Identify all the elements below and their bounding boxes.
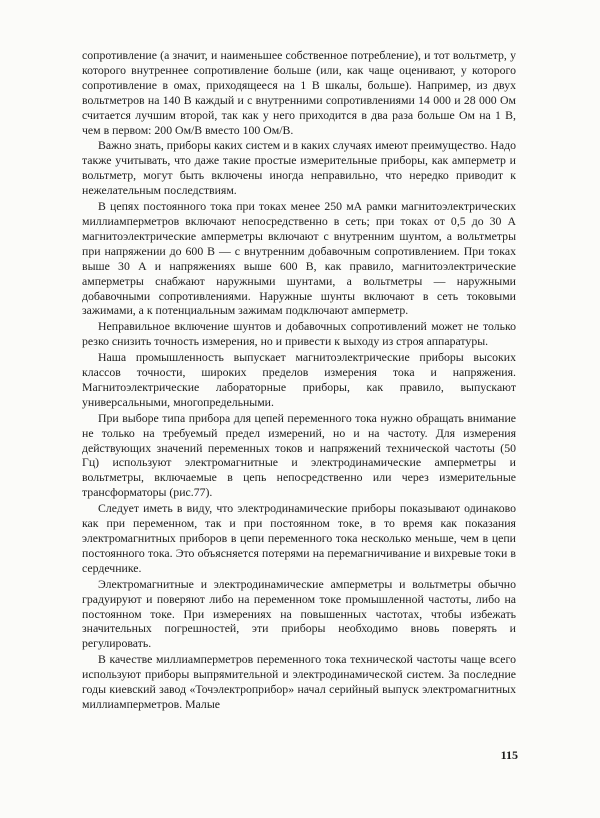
paragraph-industry-output: Наша промышленность выпускает магнитоэлектрические приборы высоких классов точности, широких пределов измерения тока и напряжения. Магнитоэлектрические лабораторные приборы, как правило, выпускают универсальными, многопредельными.	[82, 350, 516, 409]
paragraph-dc-circuits: В цепях постоянного тока при токах менее 250 мА рамки магнитоэлектрических миллиамперметров включают непосредственно в сеть; при токах от 0,5 до 30 А магнитоэлектрические амперметры включают с внутренним шунтом, а вольтметры при напряжении до 600 В — с внутренним добавочным сопротивлением. При токах выше 30 А и напряжениях выше 600 В, как правило, магнитоэлектрические амперметры снабжают наружными шунтами, а вольтметры — наружными добавочными сопротивлениями. Наружные шунты включают в сеть токовыми зажимами, а к потенциальным зажимам подключают амперметр.	[82, 199, 516, 318]
body-text	[82, 48, 516, 713]
paragraph-calibration: Электромагнитные и электродинамические амперметры и вольтметры обычно градуируют и поверяют либо на переменном токе промышленной частоты, либо на постоянном токе. При измерениях на повышенных частотах, чтобы избежать значительных погрешностей, эти приборы необходимо вновь поверять и регулировать.	[82, 576, 516, 651]
paragraph-electrodynamic-readings: Следует иметь в виду, что электродинамические приборы показывают одинаково как при переменном, так и при постоянном токе, в то время как показания электромагнитных приборов в цепи переменного тока несколько меньше, чем в цепи постоянного тока. Это объясняется потерями на перемагничивание и вихревые токи в сердечнике.	[82, 501, 516, 575]
page-number: 115	[500, 748, 518, 762]
paragraph-ac-milliammeters: В качестве миллиамперметров переменного тока технической частоты чаще всего используют приборы выпрямительной и электродинамической систем. За последние годы киевский завод «Точэлектроприбор» начал серийный выпуск электромагнитных миллиамперметров. Малые	[82, 652, 516, 711]
paragraph-wrong-connection: Неправильное включение шунтов и добавочных сопротивлений может не только резко снизить точность измерения, но и привести к выходу из строя аппаратуры.	[82, 319, 516, 349]
paragraph-ac-instrument-choice: При выборе типа прибора для цепей переменного тока нужно обращать внимание не только на требуемый предел измерений, но и на частоту. Для измерения действующих значений переменных токов и напряжений технической частоты (50 Гц) используют электромагнитные и электродинамические амперметры и вольтметры, включаемые в цепь непосредственно или через измерительные трансформаторы (рис.77).	[82, 410, 516, 500]
paragraph-voltmeter-resistance: сопротивление (а значит, и наименьшее собственное потребление), и тот вольтметр, у которого внутреннее сопротивление больше (или, как чаще оценивают, у которого сопротивление в омах, приходящееся на 1 В шкалы, больше). Например, из двух вольтметров на 140 В каждый и с внутренними сопротивлениями 14 000 и 28 000 Ом считается лучшим второй, так как у него приходится в два раза больше Ом на 1 В, чем в первом: 200 Ом/В вместо 100 Ом/В.	[82, 48, 516, 137]
paragraph-system-advantages: Важно знать, приборы каких систем и в каких случаях имеют преимущество. Надо также учитывать, что даже такие простые измерительные приборы, как амперметр и вольтметр, могут быть включены иногда неправильно, что нередко приводит к нежелательным последствиям.	[82, 138, 516, 198]
